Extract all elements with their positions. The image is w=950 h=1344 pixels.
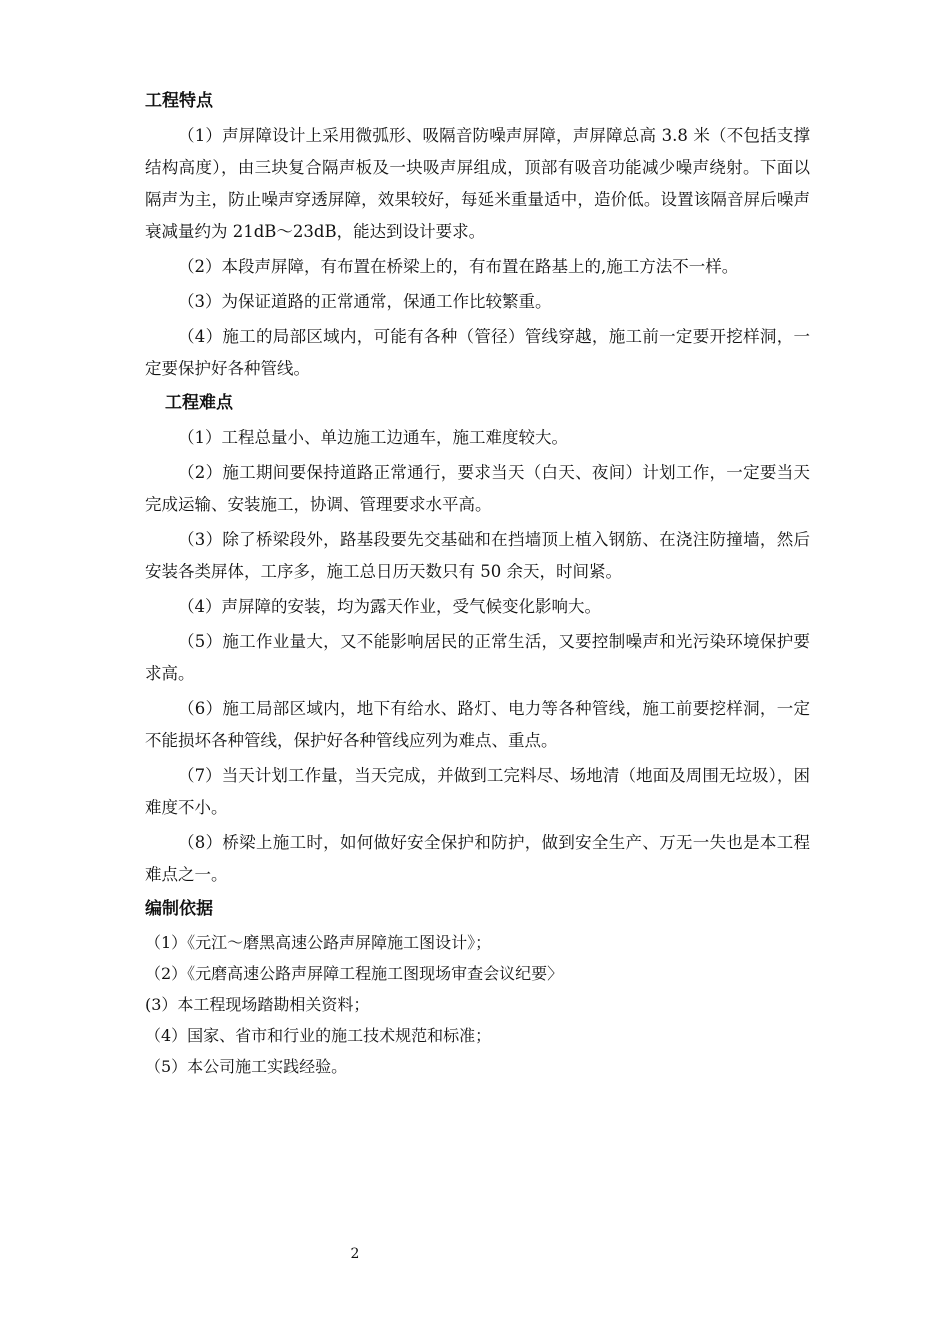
basis-item-4: （4）国家、省市和行业的施工技术规范和标准； — [145, 1026, 492, 1045]
section-title-basis: 编制依据 — [145, 899, 213, 919]
difficulties-item-5: （5）施工作业量大，又不能影响居民的正常生活，又要控制噪声和光污染环境保护要求高。 — [145, 632, 810, 683]
section-title-difficulties: 工程难点 — [165, 393, 233, 413]
difficulties-item-4: （4）声屏障的安装，均为露天作业，受气候变化影响大。 — [178, 597, 601, 616]
difficulties-item-8: （8）桥梁上施工时，如何做好安全保护和防护，做到安全生产、万无一失也是本工程难点之一。 — [145, 833, 810, 884]
basis-item-2: （2）《元磨高速公路声屏障工程施工图现场审查会议纪要〉 — [145, 964, 564, 983]
features-item-3: （3）为保证道路的正常通常，保通工作比较繁重。 — [178, 292, 552, 311]
features-item-2: （2）本段声屏障，有布置在桥梁上的，有布置在路基上的,施工方法不一样。 — [178, 257, 739, 276]
difficulties-item-2: （2）施工期间要保持道路正常通行，要求当天（白天、夜间）计划工作，一定要当天完成运输、安装施工，协调、管理要求水平高。 — [145, 463, 810, 514]
features-item-1: （1）声屏障设计上采用微弧形、吸隔音防噪声屏障，声屏障总高 3.8 米（不包括支撑结构高度），由三块复合隔声板及一块吸声屏组成，顶部有吸音功能减少噪声绕射。下面以隔声为主，防止噪声穿透屏障，效果较好，每延米重量适中，造价低。设置该隔音屏后噪声衰减量约为 21dB～23dB，能达到设计要求。 — [145, 126, 810, 241]
basis-item-5: （5）本公司施工实践经验。 — [145, 1057, 348, 1076]
difficulties-item-7: （7）当天计划工作量，当天完成，并做到工完料尽、场地清（地面及周围无垃圾），困难度不小。 — [145, 766, 810, 817]
difficulties-item-6: （6）施工局部区域内，地下有给水、路灯、电力等各种管线，施工前要挖样洞，一定不能损坏各种管线，保护好各种管线应列为难点、重点。 — [145, 699, 810, 750]
difficulties-item-1: （1）工程总量小、单边施工边通车，施工难度较大。 — [178, 428, 568, 447]
difficulties-item-3: （3）除了桥梁段外，路基段要先交基础和在挡墙顶上植入钢筋、在浇注防撞墙，然后安装各类屏体，工序多，施工总日历天数只有 50 余天，时间紧。 — [145, 530, 810, 581]
features-item-4: （4）施工的局部区域内，可能有各种（管径）管线穿越，施工前一定要开挖样洞，一定要保护好各种管线。 — [145, 327, 810, 378]
section-title-features: 工程特点 — [145, 91, 213, 111]
page-number: 2 — [350, 1246, 360, 1262]
page-content — [145, 86, 810, 1083]
basis-item-1: （1）《元江～磨黑高速公路声屏障施工图设计》； — [145, 933, 492, 952]
basis-list — [145, 928, 810, 1082]
basis-item-3: (3）本工程现场踏勘相关资料； — [145, 995, 370, 1014]
